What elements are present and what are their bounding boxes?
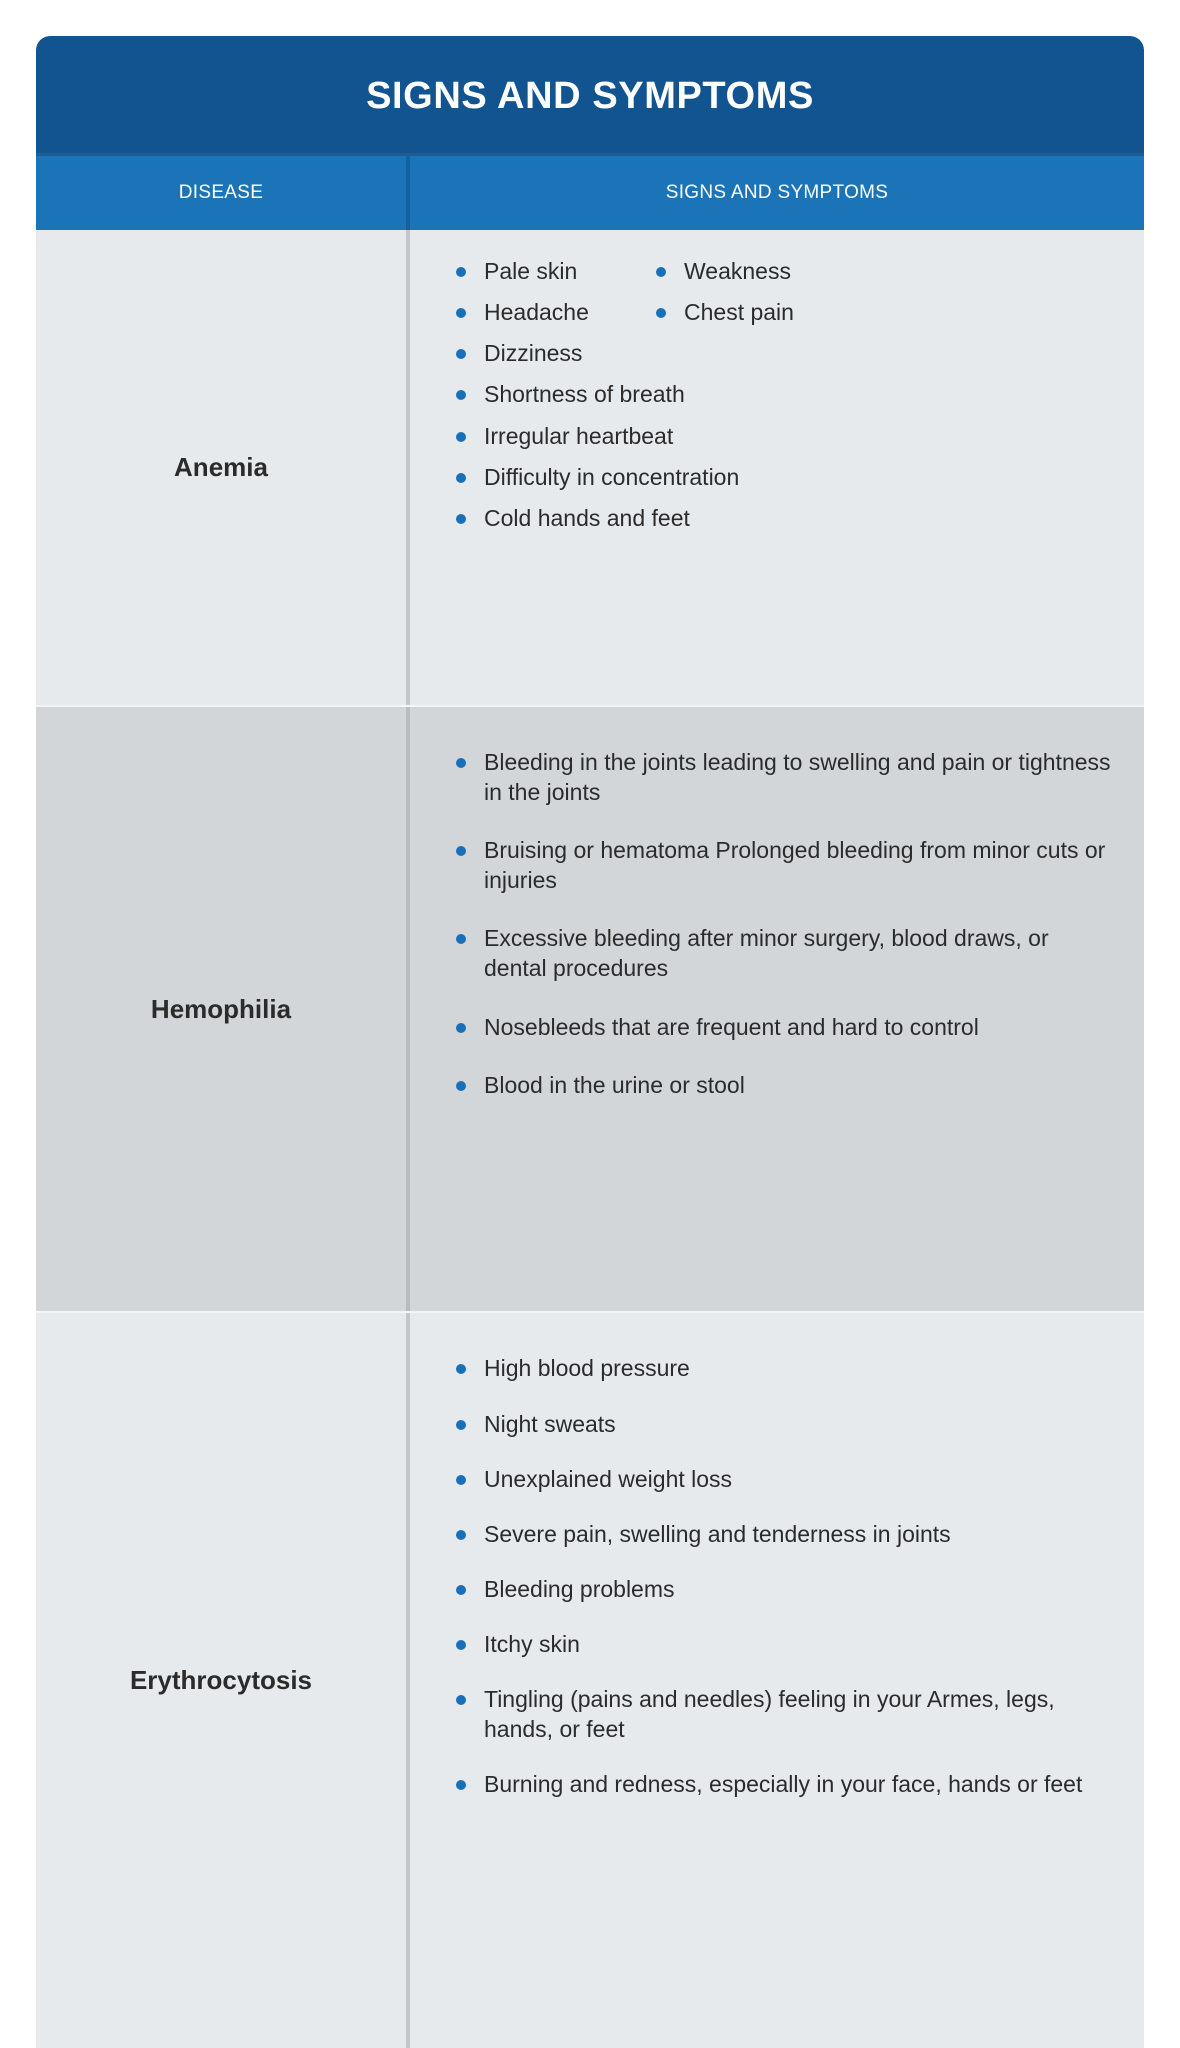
symptom-text-wrap (450, 297, 650, 327)
symptom-text: Bleeding in the joints leading to swelling and pain or tightness in the joints (484, 748, 1111, 805)
disease-name: Erythrocytosis (129, 1665, 313, 1696)
symptom-text-wrap (650, 297, 1114, 327)
symptoms-cell (410, 707, 1144, 1312)
bullet-icon (456, 758, 466, 768)
symptom-text: Cold hands and feet (484, 504, 690, 531)
symptom-text: Bruising or hematoma Prolonged bleeding from minor cuts or injuries (484, 837, 1106, 894)
symptom-text: Nosebleeds that are frequent and hard to control (484, 1013, 979, 1040)
bullet-icon (456, 1695, 466, 1705)
bullet-icon (456, 1640, 466, 1650)
list-item (450, 1769, 1114, 1799)
disease-cell (36, 707, 406, 1312)
table-row (36, 1313, 1144, 2048)
symptom-text-wrap (450, 338, 650, 368)
list-item (450, 379, 1114, 409)
bullet-icon (456, 308, 466, 318)
bullet-icon (656, 267, 666, 277)
bullet-icon (456, 473, 466, 483)
list-item (450, 297, 1114, 327)
bullet-icon (456, 1023, 466, 1033)
list-item (450, 338, 1114, 368)
bullet-icon (456, 1585, 466, 1595)
symptom-text: Tingling (pains and needles) feeling in your Armes, legs, hands, or feet (484, 1686, 1055, 1743)
symptom-list (450, 256, 1114, 533)
table-row (36, 230, 1144, 705)
bullet-icon (456, 432, 466, 442)
bullet-icon (456, 846, 466, 856)
list-item (450, 1353, 1114, 1383)
bullet-icon (456, 934, 466, 944)
symptom-list (450, 1353, 1114, 1799)
bullet-icon (456, 1364, 466, 1374)
symptoms-cell (410, 1313, 1144, 2048)
symptom-text: Blood in the urine or stool (484, 1071, 745, 1098)
bullet-icon (656, 308, 666, 318)
symptom-text: Severe pain, swelling and tenderness in joints (484, 1520, 951, 1547)
bullet-icon (456, 267, 466, 277)
list-item (450, 421, 1114, 451)
list-item (450, 835, 1114, 895)
disease-name: Anemia (174, 451, 268, 482)
list-item (450, 1070, 1114, 1100)
symptom-text-wrap (650, 338, 1114, 368)
list-item (450, 1464, 1114, 1494)
disease-cell (36, 230, 406, 705)
list-item (450, 1519, 1114, 1549)
symptom-text: Excessive bleeding after minor surgery, blood draws, or dental procedures (484, 925, 1049, 982)
page-title: SIGNS AND SYMPTOMS (366, 74, 814, 117)
symptom-text: High blood pressure (484, 1355, 690, 1382)
symptom-text: Irregular heartbeat (484, 422, 674, 449)
disease-name: Hemophilia (150, 993, 292, 1024)
symptom-text: Unexplained weight loss (484, 1465, 733, 1492)
bullet-icon (456, 514, 466, 524)
symptom-text: Burning and redness, especially in your face, hands or feet (484, 1771, 1083, 1798)
list-item (450, 1574, 1114, 1604)
symptom-text: Shortness of breath (484, 381, 685, 408)
list-item (450, 1684, 1114, 1744)
list-item (450, 1012, 1114, 1042)
symptom-text: Dizziness (484, 340, 583, 367)
bullet-icon (456, 1475, 466, 1485)
column-header-symptoms: SIGNS AND SYMPTOMS (665, 182, 889, 203)
symptom-text-wrap (450, 256, 650, 286)
symptom-text: Headache (484, 299, 589, 326)
bullet-icon (456, 1530, 466, 1540)
disease-cell (36, 1313, 406, 2048)
list-item (450, 503, 1114, 533)
list-item (450, 923, 1114, 983)
symptom-text: Weakness (684, 258, 791, 284)
table-row (36, 707, 1144, 1312)
list-item (450, 462, 1114, 492)
symptom-text: Bleeding problems (484, 1575, 675, 1602)
symptom-text: Chest pain (684, 299, 794, 326)
column-header-row (36, 156, 1144, 230)
table-title-band (36, 36, 1144, 156)
bullet-icon (456, 349, 466, 359)
list-item (450, 1629, 1114, 1659)
bullet-icon (456, 1420, 466, 1430)
list-item (450, 1409, 1114, 1439)
symptom-text-wrap (650, 256, 1114, 286)
bullet-icon (456, 390, 466, 400)
symptom-text: Difficulty in concentration (484, 463, 740, 490)
symptom-text: Night sweats (484, 1410, 616, 1437)
symptom-text: Itchy skin (484, 1631, 580, 1658)
list-item (450, 747, 1114, 807)
symptom-list (450, 747, 1114, 1100)
signs-and-symptoms-table (36, 36, 1144, 2048)
list-item (450, 256, 1114, 286)
bullet-icon (456, 1081, 466, 1091)
symptom-text: Pale skin (484, 258, 578, 284)
bullet-icon (456, 1780, 466, 1790)
column-header-disease: DISEASE (178, 182, 264, 203)
symptoms-cell (410, 230, 1144, 705)
